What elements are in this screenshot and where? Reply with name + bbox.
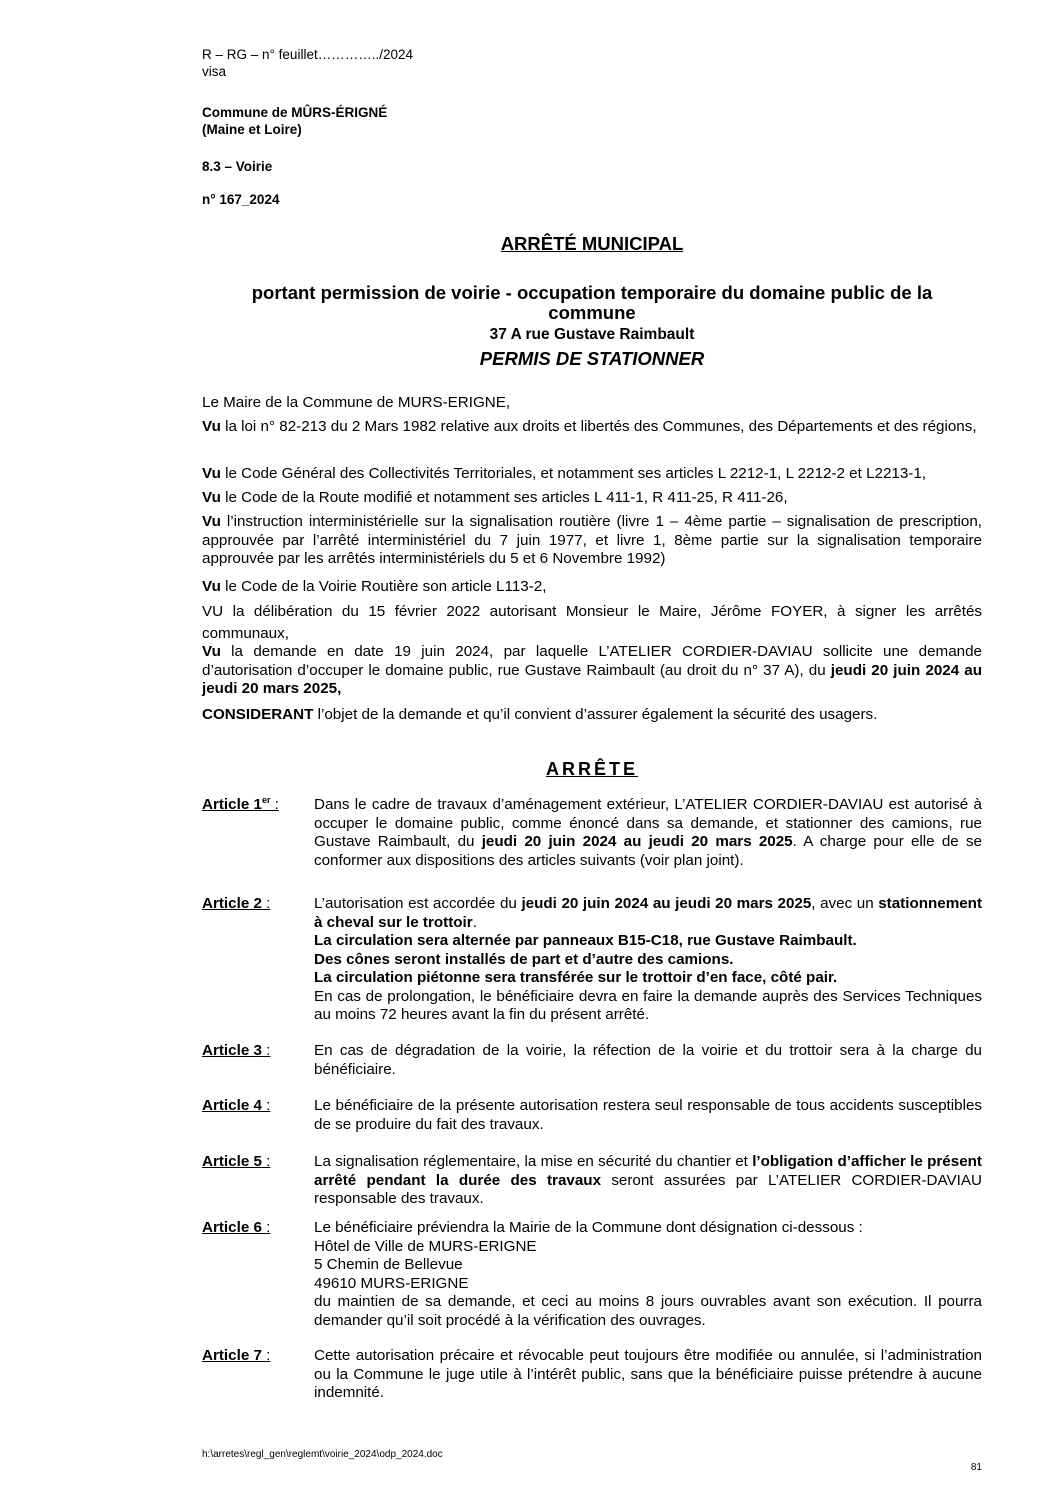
document-subtitle-line2: commune bbox=[548, 302, 636, 323]
article-6-label: Article 6 : bbox=[202, 1219, 271, 1236]
article-4-label: Article 4 : bbox=[202, 1097, 271, 1114]
vu-text: la loi n° 82-213 du 2 Mars 1982 relative aux droits et libertés des Communes, des Départements et des régions, bbox=[220, 418, 977, 435]
mairie-name: Hôtel de Ville de MURS-ERIGNE bbox=[314, 1237, 537, 1255]
mairie-city: 49610 MURS-ERIGNE bbox=[314, 1274, 469, 1292]
vu-text: le Code Général des Collectivités Territoriales, et notamment ses articles L 2212-1, L 2212-2 et L2213-1, bbox=[220, 465, 927, 482]
file-path: h:\arretes\regl_gen\reglemt\voirie_2024\odp_2024.doc bbox=[202, 1449, 443, 1460]
mairie-street: 5 Chemin de Bellevue bbox=[314, 1256, 463, 1273]
vu-keyword: Vu bbox=[202, 643, 221, 660]
article-6-text: Le bénéficiaire préviendra la Mairie de la Commune dont désignation ci-dessous : Hôtel de Ville de MURS-ERIGNE 5 Chemin de Bellevue 49610 MURS-ERIGNE du maintien de sa demande, et ceci au moins 8 jours ouvrables avant son exécution. Il pourra demander qu’il soit procédé à la vérification des ouvrages. bbox=[314, 1219, 982, 1329]
preamble-vu-1 bbox=[202, 418, 982, 437]
preamble-considerant bbox=[202, 706, 982, 725]
page-number: 81 bbox=[970, 1462, 982, 1473]
article-2-circulation: La circulation sera alternée par panneaux B15-C18, rue Gustave Raimbault. bbox=[314, 932, 857, 949]
article-1-label: Article 1er : bbox=[202, 794, 279, 813]
preamble-vu-3 bbox=[202, 489, 982, 508]
article-4-text: Le bénéficiaire de la présente autorisation restera seul responsable de tous accidents susceptibles de se produire du fait des travaux. bbox=[314, 1097, 982, 1133]
article-2-label: Article 2 : bbox=[202, 895, 271, 912]
preamble-vu-6: VU la délibération du 15 février 2022 autorisant Monsieur le Maire, Jérôme FOYER, à signer les arrêtés communaux, bbox=[202, 603, 982, 642]
article-3-label: Article 3 : bbox=[202, 1042, 271, 1059]
article-3-text: En cas de dégradation de la voirie, la réfection de la voirie et du trottoir sera à la charge du bénéficiaire. bbox=[314, 1042, 982, 1078]
article-2-cones: Des cônes seront installés de part et d’autre des camions. bbox=[314, 950, 734, 968]
article-2-prolongation: En cas de prolongation, le bénéficiaire devra en faire la demande auprès des Services Techniques au moins 72 heures avant la fin du présent arrêté. bbox=[314, 987, 982, 1023]
article-7-text: Cette autorisation précaire et révocable peut toujours être modifiée ou annulée, si l’administration ou la Commune le juge utile à l’intérêt public, sans que la bénéficiaire puisse prétendre à aucune indemnité. bbox=[314, 1347, 982, 1401]
arrete-heading: ARRÊTE bbox=[545, 759, 638, 779]
preamble-vu-7 bbox=[202, 643, 982, 699]
visa-label: visa bbox=[202, 64, 227, 79]
considerant-keyword: CONSIDERANT bbox=[202, 706, 314, 723]
vu-keyword: Vu bbox=[202, 465, 221, 482]
vu-text: le Code de la Voirie Routière son article L113-2, bbox=[220, 578, 547, 595]
vu-text: la demande en date 19 juin 2024, par laquelle L’ATELIER CORDIER-DAVIAU sollicite une demande d’autorisation d’occuper le domaine public, rue Gustave Raimbault (au droit du n° 37 A), du bbox=[202, 643, 982, 679]
article-5-label: Article 5 : bbox=[202, 1153, 271, 1170]
permit-title: PERMIS DE STATIONNER bbox=[479, 348, 705, 369]
article-7-label: Article 7 : bbox=[202, 1347, 271, 1364]
vu-text: le Code de la Route modifié et notamment ses articles L 411-1, R 411-25, R 411-26, bbox=[220, 489, 788, 506]
article-2-text: L’autorisation est accordée du jeudi 20 juin 2024 au jeudi 20 mars 2025, avec un stationnement à cheval sur le trottoir. La circulation sera alternée par panneaux B15-C18, rue Gustave Raimbault. Des cônes seront installés de part et d’autre des camions. La circulation piétonne sera transférée sur le trottoir d’en face, côté pair. En cas de prolongation, le bénéficiaire devra en faire la demande auprès des Services Techniques au moins 72 heures avant la fin du présent arrêté. bbox=[314, 895, 983, 1023]
vu-keyword: Vu bbox=[202, 418, 221, 435]
preamble-vu-4 bbox=[202, 513, 982, 569]
article-1-text: Dans le cadre de travaux d’aménagement extérieur, L’ATELIER CORDIER-DAVIAU est autorisé à occuper le domaine public, comme énoncé dans sa demande, et stationner des camions, rue Gustave Raimbault, du jeudi 20 juin 2024 au jeudi 20 mars 2025. A charge pour elle de se conformer aux dispositions des articles suivants (voir plan joint). bbox=[314, 796, 982, 869]
vu-dates: jeudi 20 juin 2024 au jeudi 20 mars 2025, bbox=[202, 661, 982, 697]
document-address: 37 A rue Gustave Raimbault bbox=[489, 326, 695, 343]
departement-name: (Maine et Loire) bbox=[202, 122, 302, 137]
document-title: ARRÊTÉ MUNICIPAL bbox=[500, 233, 684, 254]
vu-keyword: Vu bbox=[202, 489, 221, 506]
commune-name: Commune de MÛRS-ÉRIGNÉ bbox=[202, 105, 388, 120]
sheet-reference: R – RG – n° feuillet…………../2024 bbox=[202, 47, 413, 62]
vu-keyword: Vu bbox=[202, 513, 221, 530]
preamble-intro: Le Maire de la Commune de MURS-ERIGNE, bbox=[202, 394, 511, 411]
article-5-text: La signalisation réglementaire, la mise en sécurité du chantier et l’obligation d’afficher le présent arrêté pendant la durée des travaux seront assurées par L’ATELIER CORDIER-DAVIAU responsable des travaux. bbox=[314, 1153, 982, 1207]
considerant-text: l’objet de la demande et qu’il convient d’assurer également la sécurité des usagers. bbox=[313, 706, 878, 723]
document-subtitle-line1: portant permission de voirie - occupation temporaire du domaine public de la bbox=[251, 282, 933, 303]
vu-text: l’instruction interministérielle sur la signalisation routière (livre 1 – 4ème partie – signalisation de prescription, approuvée par l’arrêté interministériel du 7 juin 1977, et livre 1, 8ème partie sur la signalisation temporaire approuvée par les arrêtés interministériels du 5 et 6 Novembre 1992) bbox=[202, 513, 982, 567]
arrete-number: n° 167_2024 bbox=[202, 192, 280, 207]
matiere-label: 8.3 – Voirie bbox=[202, 159, 273, 174]
preamble-vu-5 bbox=[202, 578, 982, 597]
article-2-pedestrian: La circulation piétonne sera transférée sur le trottoir d’en face, côté pair. bbox=[314, 969, 838, 986]
vu-keyword: Vu bbox=[202, 578, 221, 595]
preamble-vu-2 bbox=[202, 465, 982, 484]
